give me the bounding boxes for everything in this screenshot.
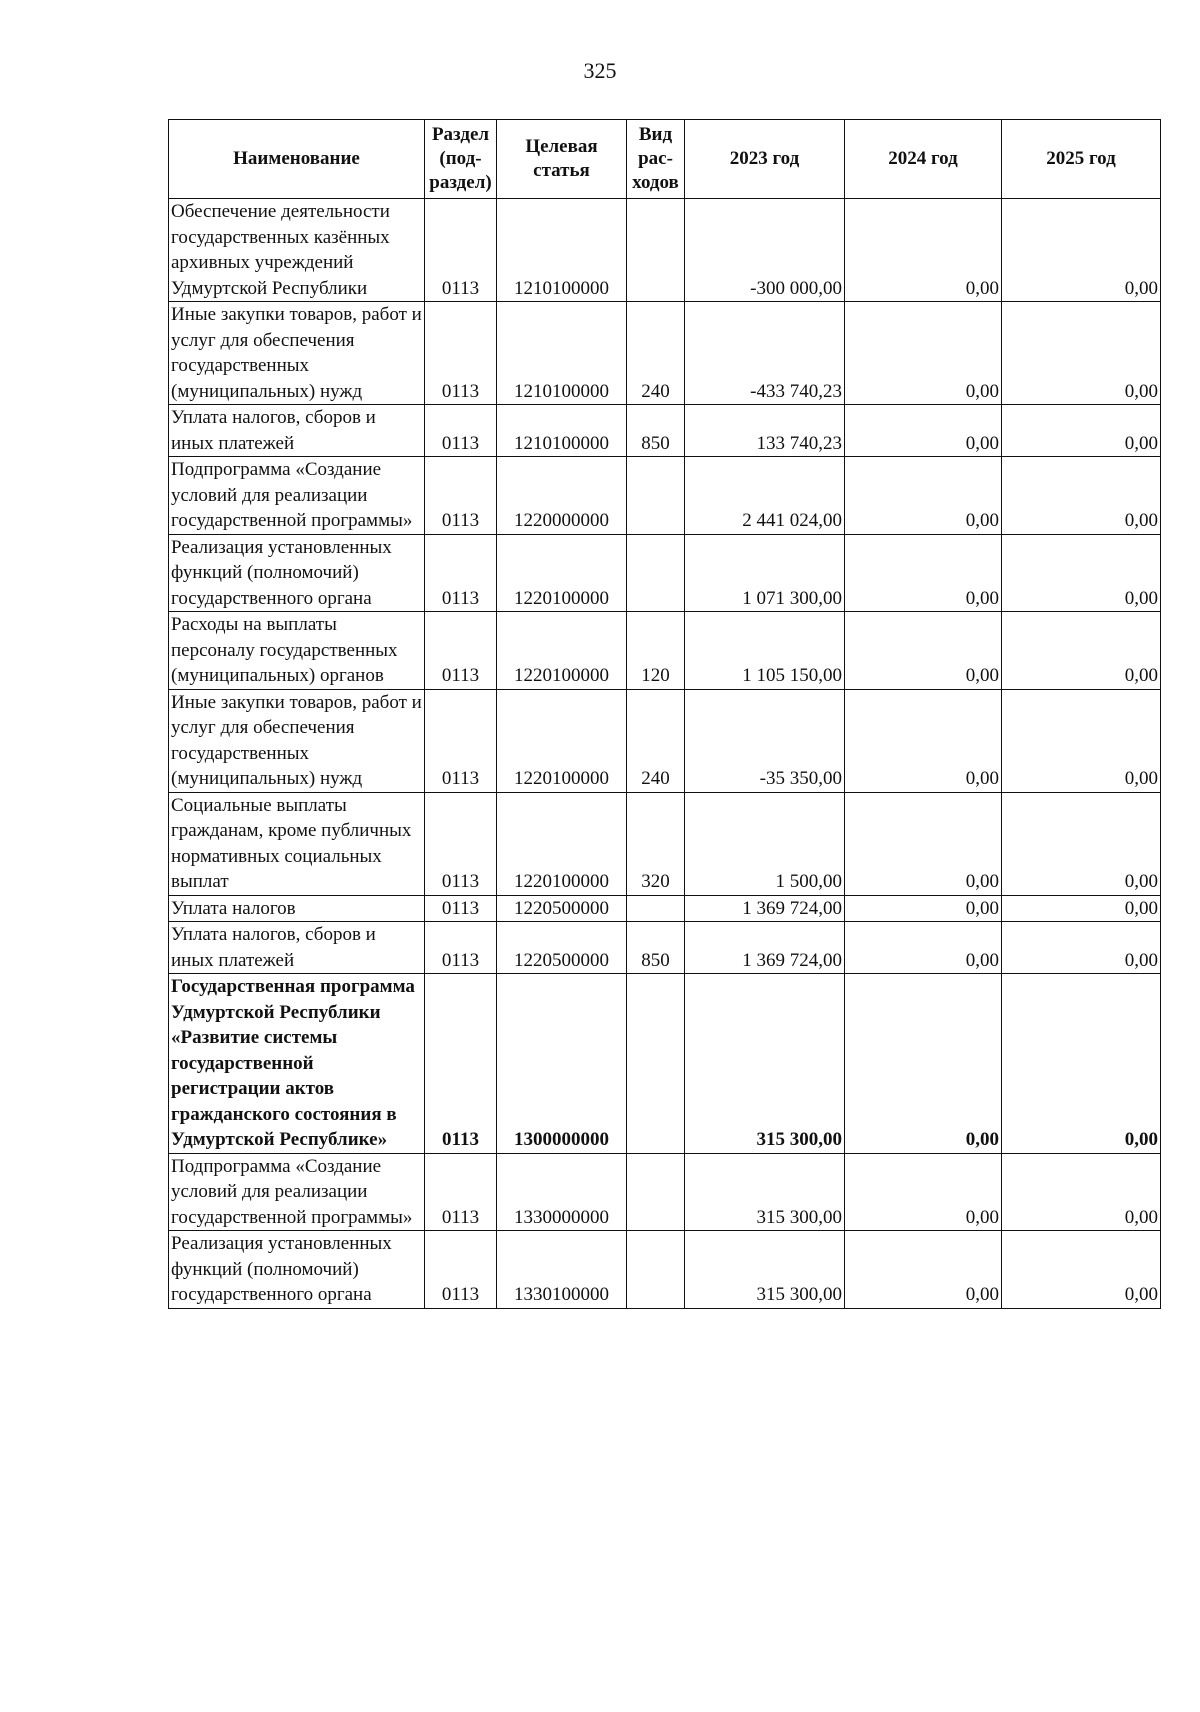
row-2023: 1 071 300,00: [685, 534, 845, 612]
row-section: 0113: [425, 534, 497, 612]
row-2024: 0,00: [845, 922, 1002, 974]
row-name: Государственная программа Удмуртской Республики «Развитие системы государственной регистрации актов гражданского состояния в Удмуртской Республике»: [169, 974, 425, 1154]
row-type: [627, 457, 685, 535]
row-type: [627, 1153, 685, 1231]
row-2023: 1 105 150,00: [685, 612, 845, 690]
header-expense-type: Вид рас-ходов: [627, 120, 685, 199]
row-type: 120: [627, 612, 685, 690]
row-name: Социальные выплаты гражданам, кроме публичных нормативных социальных выплат: [169, 792, 425, 895]
row-2024: 0,00: [845, 612, 1002, 690]
row-2023: 133 740,23: [685, 405, 845, 457]
row-target: 1220100000: [497, 689, 627, 792]
row-section: 0113: [425, 974, 497, 1154]
row-2025: 0,00: [1002, 302, 1161, 405]
row-target: 1220500000: [497, 895, 627, 922]
row-2024: 0,00: [845, 895, 1002, 922]
row-type: [627, 974, 685, 1154]
table-row: [169, 612, 1161, 690]
row-section: 0113: [425, 1231, 497, 1309]
row-2025: 0,00: [1002, 457, 1161, 535]
row-type: [627, 534, 685, 612]
table-row: [169, 689, 1161, 792]
table-row-program: [169, 974, 1161, 1154]
row-section: 0113: [425, 922, 497, 974]
row-2025: 0,00: [1002, 922, 1161, 974]
row-type: 240: [627, 689, 685, 792]
row-type: 320: [627, 792, 685, 895]
row-2024: 0,00: [845, 534, 1002, 612]
row-type: [627, 895, 685, 922]
row-2023: 315 300,00: [685, 1153, 845, 1231]
table-row: [169, 895, 1161, 922]
row-2025: 0,00: [1002, 405, 1161, 457]
row-2024: 0,00: [845, 974, 1002, 1154]
table-row: [169, 534, 1161, 612]
row-type: 850: [627, 922, 685, 974]
row-target: 1210100000: [497, 302, 627, 405]
row-target: 1330100000: [497, 1231, 627, 1309]
row-2025: 0,00: [1002, 1153, 1161, 1231]
row-target: 1220100000: [497, 792, 627, 895]
row-2023: 1 369 724,00: [685, 922, 845, 974]
row-section: 0113: [425, 199, 497, 302]
row-type: 240: [627, 302, 685, 405]
row-name: Уплата налогов: [169, 895, 425, 922]
row-target: 1220000000: [497, 457, 627, 535]
row-2025: 0,00: [1002, 199, 1161, 302]
row-2024: 0,00: [845, 1153, 1002, 1231]
table-header-row: [169, 120, 1161, 199]
row-type: 850: [627, 405, 685, 457]
row-type: [627, 1231, 685, 1309]
budget-table: [168, 119, 1161, 1309]
row-name: Обеспечение деятельности государственных казённых архивных учреждений Удмуртской Республики: [169, 199, 425, 302]
row-name: Подпрограмма «Создание условий для реализации государственной программы»: [169, 457, 425, 535]
row-2023: 2 441 024,00: [685, 457, 845, 535]
row-name: Реализация установленных функций (полномочий) государственного органа: [169, 534, 425, 612]
table-row: [169, 457, 1161, 535]
row-section: 0113: [425, 302, 497, 405]
table-row: [169, 1231, 1161, 1309]
row-2024: 0,00: [845, 302, 1002, 405]
row-name: Реализация установленных функций (полномочий) государственного органа: [169, 1231, 425, 1309]
row-2024: 0,00: [845, 792, 1002, 895]
row-name: Уплата налогов, сборов и иных платежей: [169, 405, 425, 457]
row-2023: 315 300,00: [685, 974, 845, 1154]
table-row: [169, 1153, 1161, 1231]
row-2023: -35 350,00: [685, 689, 845, 792]
row-2023: 315 300,00: [685, 1231, 845, 1309]
row-section: 0113: [425, 792, 497, 895]
row-2025: 0,00: [1002, 689, 1161, 792]
row-2024: 0,00: [845, 405, 1002, 457]
row-2025: 0,00: [1002, 1231, 1161, 1309]
row-2023: -433 740,23: [685, 302, 845, 405]
row-section: 0113: [425, 612, 497, 690]
row-target: 1210100000: [497, 405, 627, 457]
row-target: 1220500000: [497, 922, 627, 974]
row-2023: 1 500,00: [685, 792, 845, 895]
row-section: 0113: [425, 1153, 497, 1231]
row-target: 1220100000: [497, 612, 627, 690]
table-row: [169, 199, 1161, 302]
header-2023: 2023 год: [685, 120, 845, 199]
row-2025: 0,00: [1002, 534, 1161, 612]
header-name: Наименование: [169, 120, 425, 199]
row-target: 1210100000: [497, 199, 627, 302]
row-2025: 0,00: [1002, 974, 1161, 1154]
row-section: 0113: [425, 457, 497, 535]
header-2024: 2024 год: [845, 120, 1002, 199]
row-section: 0113: [425, 895, 497, 922]
row-2025: 0,00: [1002, 895, 1161, 922]
row-target: 1220100000: [497, 534, 627, 612]
row-2023: -300 000,00: [685, 199, 845, 302]
row-name: Иные закупки товаров, работ и услуг для обеспечения государственных (муниципальных) нужд: [169, 689, 425, 792]
row-2024: 0,00: [845, 457, 1002, 535]
header-section: Раздел (под-раздел): [425, 120, 497, 199]
row-section: 0113: [425, 405, 497, 457]
row-target: 1300000000: [497, 974, 627, 1154]
row-2023: 1 369 724,00: [685, 895, 845, 922]
row-name: Уплата налогов, сборов и иных платежей: [169, 922, 425, 974]
row-section: 0113: [425, 689, 497, 792]
table-row: [169, 302, 1161, 405]
header-target: Целевая статья: [497, 120, 627, 199]
header-2025: 2025 год: [1002, 120, 1161, 199]
row-name: Иные закупки товаров, работ и услуг для обеспечения государственных (муниципальных) нужд: [169, 302, 425, 405]
row-2024: 0,00: [845, 689, 1002, 792]
row-name: Расходы на выплаты персоналу государственных (муниципальных) органов: [169, 612, 425, 690]
table-row: [169, 405, 1161, 457]
table-row: [169, 922, 1161, 974]
row-2025: 0,00: [1002, 612, 1161, 690]
row-name: Подпрограмма «Создание условий для реализации государственной программы»: [169, 1153, 425, 1231]
page-number: 325: [583, 58, 617, 83]
row-target: 1330000000: [497, 1153, 627, 1231]
row-type: [627, 199, 685, 302]
table-row: [169, 792, 1161, 895]
row-2025: 0,00: [1002, 792, 1161, 895]
row-2024: 0,00: [845, 199, 1002, 302]
row-2024: 0,00: [845, 1231, 1002, 1309]
